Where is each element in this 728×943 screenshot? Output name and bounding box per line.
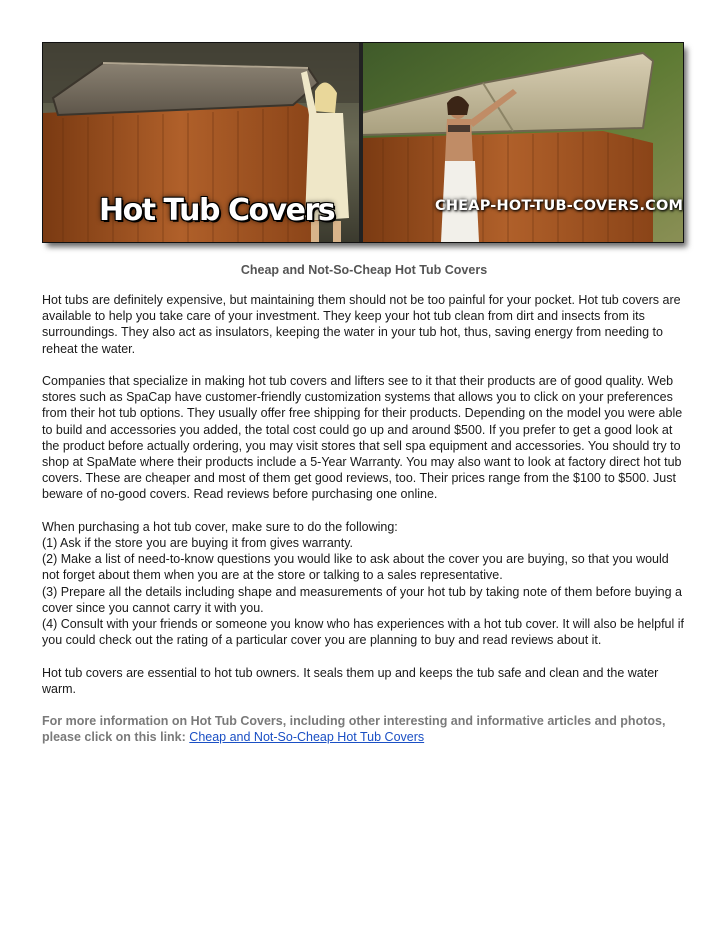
cta-link[interactable]: Cheap and Not-So-Cheap Hot Tub Covers [189, 730, 425, 745]
header-banner [42, 42, 684, 243]
article-title: Cheap and Not-So-Cheap Hot Tub Covers [240, 263, 488, 277]
purchase-checklist [42, 519, 687, 649]
banner-site-url: CHEAP-HOT-TUB-COVERS.COM [435, 198, 684, 214]
banner-logo-text: Hot Tub Covers [99, 193, 335, 228]
list-intro: When purchasing a hot tub cover, make sure to do the following: [42, 519, 398, 534]
list-item: (4) Consult with your friends or someone you know who has experiences with a hot tub cover. It will also be helpful if you could check out the rating of a particular cover you are planning to buy and read reviews about it. [42, 617, 684, 648]
list-item: (1) Ask if the store you are buying it from gives warranty. [42, 536, 354, 551]
paragraph-intro: Hot tubs are definitely expensive, but maintaining them should not be too painful for your pocket. Hot tub covers are available to help you take care of your investment. They keep your hot tub clean from dirt and insects from its surroundings. They also act as insulators, keeping the water in your tub hot, thus, saving energy from needing to reheat the water. [42, 293, 681, 356]
cta-text: For more information on Hot Tub Covers, including other interesting and informative articles and photos, please click on this link: [42, 714, 666, 745]
article-body [42, 292, 687, 762]
list-item: (3) Prepare all the details including shape and measurements of your hot tub by taking note of them before buying a cover since you cannot carry it with you. [42, 584, 682, 615]
call-to-action [42, 713, 687, 745]
paragraph-closing: Hot tub covers are essential to hot tub owners. It seals them up and keeps the tub safe and clean and the water warm. [42, 665, 659, 696]
paragraph-companies: Companies that specialize in making hot tub covers and lifters see to it that their products are of good quality. Web stores such as SpaCap have customer-friendly customization systems that allows you to click on your preferences from their hot tub options. They usually offer free shipping for their products. Depending on the model you were able to build and accessories you added, the total cost could go up and around $500. If you prefer to get a good look at the product before actually ordering, you may visit stores that sell spa equipment and accessories. You should try to shop at SpaMate where their products include a 5-Year Warranty. You may also want to look at factory direct hot tub covers. These are cheaper and most of them get good reviews, too. Their prices range from the $100 to $500. Just beware of no-good covers. Read reviews before purchasing one online. [42, 374, 683, 502]
list-item: (2) Make a list of need-to-know questions you would like to ask about the cover you are buying, so that you would not forget about them when you are at the store or talking to a sales representative. [42, 552, 669, 583]
